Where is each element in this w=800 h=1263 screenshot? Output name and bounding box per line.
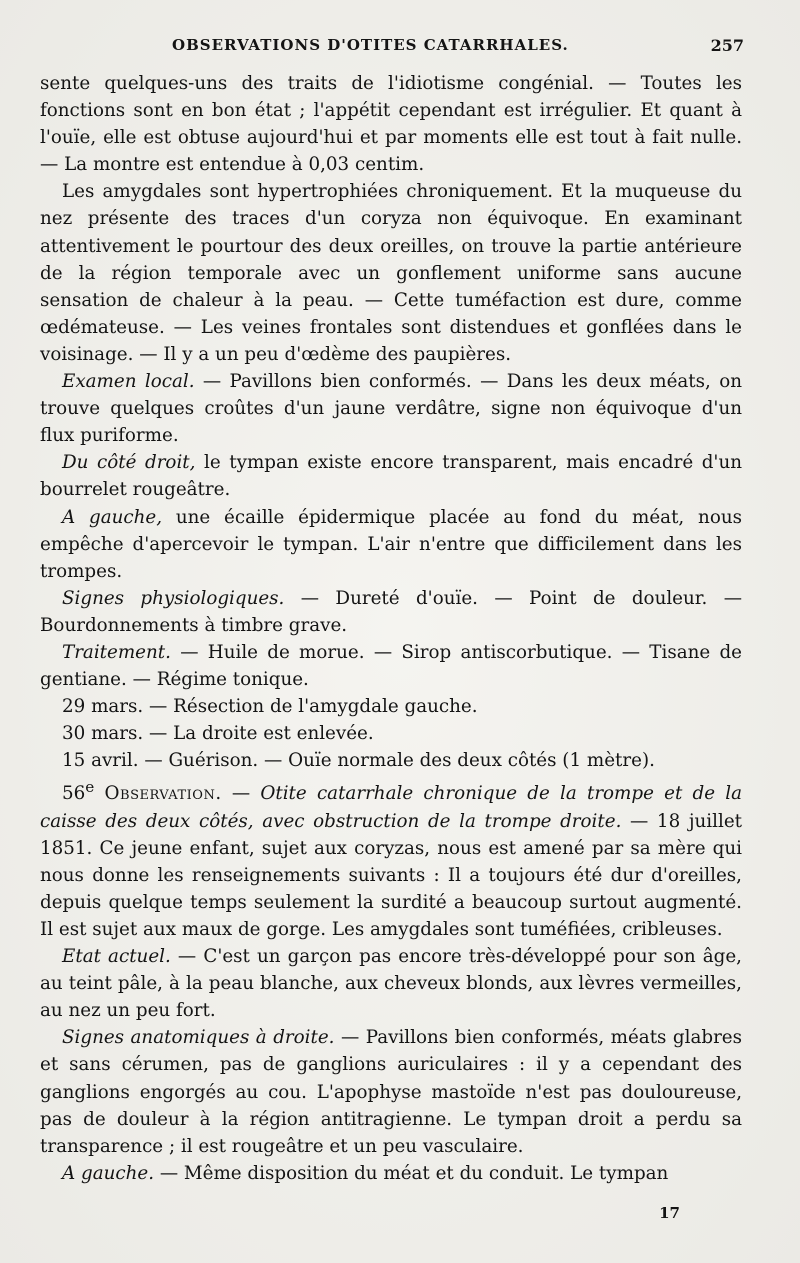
observation-title: Otite catarrhale chronique de la trompe et de la caisse des deux côtés, avec obstruction de la trompe droite. [40,783,743,832]
paragraph-text: — Huile de morue. — Sirop antiscorbutique. — Tisane de gentiane. — Régime tonique. [40,641,742,691]
paragraph-1 [40,70,742,178]
paragraph-text: 15 avril. — Guérison. — Ouïe normale des deux côtés (1 mètre). [62,750,655,772]
paragraph-2 [40,178,742,368]
page-header [40,30,742,70]
page-number: 257 [710,36,744,55]
observation-number: 56 [62,783,86,805]
paragraph-cote-droit [40,449,742,503]
paragraph-text: — C'est un garçon pas encore très-développé pour son âge, au teint pâle, à la peau blanche, aux cheveux blonds, aux lèvres vermeilles, au nez un peu fort. [40,946,742,1022]
paragraph-29-mars [40,693,742,720]
section-lead: A gauche. [62,1162,155,1184]
paragraph-traitement [40,639,742,693]
paragraph-etat-actuel [40,943,742,1024]
paragraph-30-mars [40,720,742,747]
paragraph-text: — Même disposition du méat et du conduit. Le tympan [154,1162,669,1184]
paragraph-gauche [40,504,742,585]
running-title: OBSERVATIONS D'OTITES CATARRHALES. [172,36,569,54]
observation-label: Observation. [104,783,222,805]
section-lead: Examen local. [62,371,195,393]
paragraph-signes-physiologiques [40,585,742,639]
paragraph-text: sente quelques-uns des traits de l'idiotisme congénial. — Toutes les fonctions sont en bon état ; l'appétit cependant est irrégulier. Et quant à l'ouïe, elle est obtuse aujourd'hui et par moments elle est tout à fait nulle. — La montre est entendue à 0,03 centim. [40,73,742,176]
paragraph-15-avril [40,747,742,774]
paragraph-a-gauche-final [40,1160,742,1187]
paragraph-text: — 18 juillet 1851. Ce jeune enfant, sujet aux coryzas, nous est amené par sa mère qui nous donne les renseignements suivants : Il a toujours été dur d'oreilles, depuis quelque temps seulement la surdité a beaucoup surtout augmenté. Il est sujet aux maux de gorge. Les amygdales sont tuméfiées, cribleuses. [40,810,742,940]
paragraph-text: une écaille épidermique placée au fond du méat, nous empêche d'apercevoir le tympan. L'air n'entre que difficilement dans les trompes. [40,506,742,582]
paragraph-examen-local [40,368,742,449]
paragraph-text: le tympan existe encore transparent, mais encadré d'un bourrelet rougeâtre. [40,452,742,501]
section-lead: A gauche, [62,506,163,528]
paragraph-text: Les amygdales sont hypertrophiées chroniquement. Et la muqueuse du nez présente des traces d'un coryza non équivoque. En examinant attentivement le pourtour des deux oreilles, on trouve la partie antérieure de la région temporale avec un gonflement uniforme sans aucune sensation de chaleur à la peau. — Cette tuméfaction est dure, comme œdémateuse. — Les veines frontales sont distendues et gonflées dans le voisinage. — Il y a un peu d'œdème des paupières. [40,181,742,365]
paragraph-text: 29 mars. — Résection de l'amygdale gauche. [62,696,478,718]
paragraph-observation-56: 56e Observation. — Otite catarrhale chronique de la trompe et de la caisse des deux côtés, avec obstruction de la trompe droite. — 18 juillet 1851. Ce jeune enfant, sujet aux coryzas, nous est amené par sa mère qui nous donne les renseignements suivants : Il a toujours été dur d'oreilles, depuis quelque temps seulement la surdité a beaucoup surtout augmenté. Il est sujet aux maux de gorge. Les amygdales sont tuméfiées, cribleuses. [40,778,743,940]
section-lead: Signes anatomiques à droite. [62,1027,335,1049]
section-lead: Signes physiologiques. [62,587,285,609]
paragraph-signes-anatomiques [40,1024,742,1159]
body-text [40,70,742,1187]
section-lead: Traitement. [62,641,171,663]
observation-number-suffix: e [85,778,95,797]
paragraph-text: — Pavillons bien conformés. — Dans les deux méats, on trouve quelques croûtes d'un jaune verdâtre, signe non équivoque d'un flux puriforme. [40,371,742,447]
section-lead: Du côté droit, [62,452,196,474]
paragraph-text: 30 mars. — La droite est enlevée. [62,723,374,745]
signature-mark: 17 [659,1204,680,1222]
paragraph-text: — Dureté d'ouïe. — Point de douleur. — Bourdonnements à timbre grave. [40,587,742,636]
paragraph-text: — Pavillons bien conformés, méats glabres et sans cérumen, pas de ganglions auriculaires : il y a cependant des ganglions engorgés au cou. L'apophyse mastoïde n'est pas douloureuse, pas de douleur à la région antitragienne. Le tympan droit a perdu sa transparence ; il est rougeâtre et un peu vasculaire. [40,1027,743,1157]
section-lead: Etat actuel. [62,946,171,968]
